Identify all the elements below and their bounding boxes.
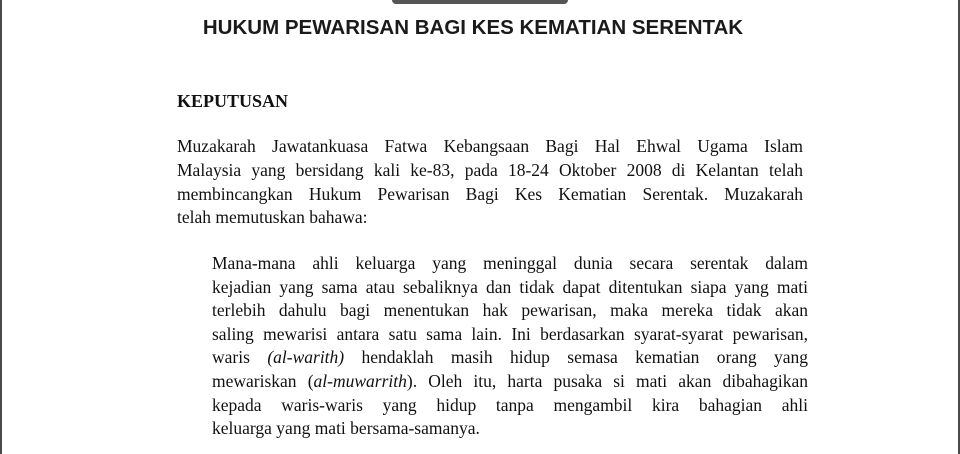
quote-line-8: keluarga yang mati bersama-samanya. xyxy=(212,418,480,439)
document-title: HUKUM PEWARISAN BAGI KES KEMATIAN SERENTAK xyxy=(202,16,744,39)
quote-line-4: saling mewarisi antara satu sama lain. Ini berdasarkan syarat-syarat pewarisan, xyxy=(212,323,808,344)
quote-line-7: kepada waris-waris yang hidup tanpa mengambil kira bahagian ahli xyxy=(212,394,808,415)
quote-line-5 xyxy=(212,346,808,370)
quote-line-5-start: waris xyxy=(212,347,250,368)
term-al-muwarrith: al-muwarrith xyxy=(313,370,407,391)
paragraph-line-4: telah memutuskan bahawa: xyxy=(177,207,368,228)
quote-line-3: terlebih dahulu bagi menentukan hak pewarisan, maka mereka tidak akan xyxy=(212,300,808,321)
quote-line-6-end: ). Oleh itu, harta pusaka si mati akan dibahagikan xyxy=(406,370,808,391)
page-left-border xyxy=(0,0,2,454)
fatwa-ruling-quote xyxy=(212,252,808,441)
quote-line-6 xyxy=(212,370,808,394)
term-al-warith: (al-warith) xyxy=(267,347,345,368)
quote-line-1: Mana-mana ahli keluarga yang meninggal dunia secara serentak dalam xyxy=(212,253,808,273)
top-edge-shadow xyxy=(392,0,568,4)
quote-line-6-start: mewariskan ( xyxy=(212,370,314,391)
section-heading: KEPUTUSAN xyxy=(177,91,289,111)
quote-line-5-end: hendaklah masih hidup semasa kematian orang yang xyxy=(361,347,809,368)
paragraph-line-3: membincangkan Hukum Pewarisan Bagi Kes Kematian Serentak. Muzakarah xyxy=(177,183,803,204)
paragraph-line-1: Muzakarah Jawatankuasa Fatwa Kebangsaan Bagi Hal Ehwal Ugama Islam xyxy=(177,136,803,156)
paragraph-line-2: Malaysia yang bersidang kali ke-83, pada 18-24 Oktober 2008 di Kelantan telah xyxy=(177,159,803,180)
quote-line-2: kejadian yang sama atau sebaliknya dan tidak dapat ditentukan siapa yang mati xyxy=(212,276,808,297)
decision-paragraph xyxy=(177,135,803,230)
